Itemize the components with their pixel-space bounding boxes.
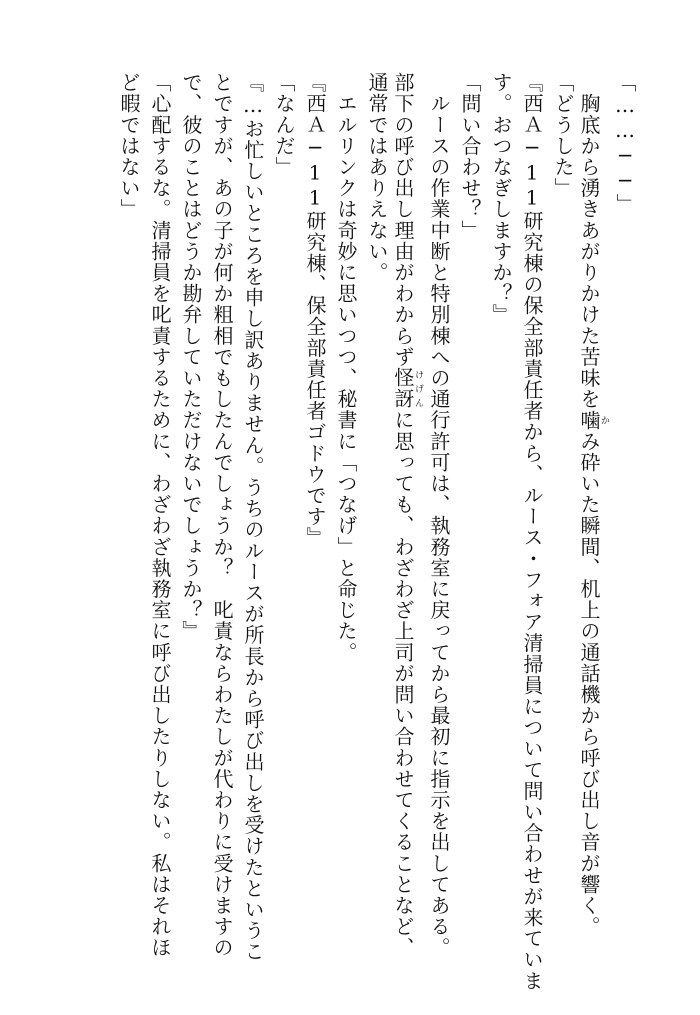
text-line-3: 「どうした」 [551,72,575,199]
text-line-6: 「問い合わせ？」 [458,72,482,241]
text-line-1: 「……──」 [613,72,637,215]
text-line-11: 『西Ａ─11研究棟、保全部責任者ゴドウです』 [303,72,327,549]
text-line-12: 「なんだ」 [272,72,296,178]
text-line-17: ど暇ではない」 [117,72,141,220]
text-line-5: す。おつなぎしますか？』 [489,72,513,326]
text-line-8: 部下の呼び出し理由がわからず怪訝けげんに思っても、わざわざ上司が問い合わせてくることなど、 [391,72,423,959]
text-line-9: 通常ではありえない。 [365,72,389,283]
text-line-2: 胸底から湧きあがりかけた苦味を噛かみ砕いた瞬間、机上の通話機から呼び出し音が響く。 [577,72,609,938]
text-line-13: 『…お忙しいところを申し訳ありません。うちのルースが所長から呼び出しを受けたというこ [241,72,265,963]
text-line-15: で、彼のことはどうか勘弁していただけないでしょうか？』 [179,72,203,642]
text-line-14: とですが、あの子が何か粗相でもしたんでしょうか？ 叱責ならわたしが代わりに受けますの [210,72,234,959]
text-line-10: エルリンクは奇妙に思いつつ、秘書に「つなげ」と命じた。 [334,72,358,663]
ruby-kamu: 噛か [577,409,609,431]
text-line-4: 『西Ａ─11研究棟の保全部責任者から、ルース・フォア清掃員について問い合わせが来ていま [520,72,544,992]
ruby-kegen: 怪訝けげん [391,367,423,410]
text-line-16: 「心配するな。清掃員を叱責するために、わざわざ執務室に呼び出したりしない。私はそれほ [148,72,172,959]
text-line-7: ルースの作業中断と特別棟への通行許可は、執務室に戻ってから最初に指示を出してある。 [427,72,451,959]
